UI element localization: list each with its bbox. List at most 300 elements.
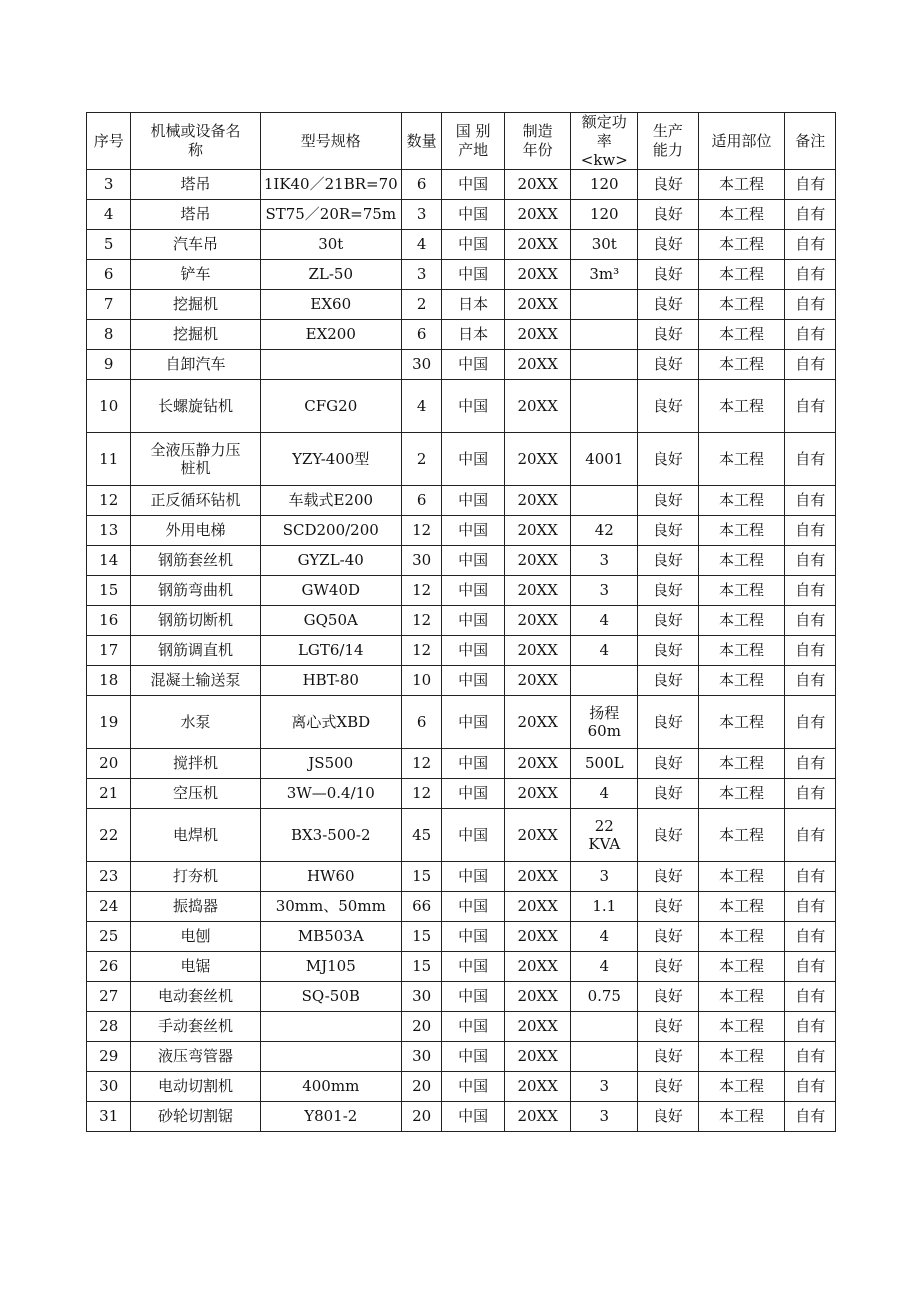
cell-year-text: 20XX (517, 1047, 558, 1066)
cell-quantity-text: 30 (412, 987, 432, 1006)
cell-quantity-text: 30 (412, 551, 432, 570)
cell-remarks-text: 自有 (795, 521, 826, 540)
cell-remarks (785, 230, 836, 260)
table-row (87, 380, 836, 433)
cell-equipment-name (131, 200, 260, 230)
cell-capacity-text: 良好 (652, 1047, 683, 1066)
cell-rated-power (571, 636, 638, 666)
cell-capacity-text: 良好 (652, 581, 683, 600)
cell-remarks-text: 自有 (795, 449, 826, 468)
cell-capacity-text: 良好 (652, 825, 683, 844)
cell-remarks (785, 350, 836, 380)
header-origin (442, 113, 505, 170)
cell-equipment-name (131, 666, 260, 696)
cell-origin-text: 中国 (458, 641, 489, 660)
cell-origin (442, 1072, 505, 1102)
cell-serial-no (87, 1012, 131, 1042)
cell-rated-power-text: 3 (599, 1107, 610, 1126)
header-row (87, 113, 836, 170)
cell-model-spec-text: 1IK40／21BR=70 (263, 175, 398, 194)
cell-rated-power-text: 4 (599, 641, 610, 660)
cell-capacity (638, 486, 699, 516)
cell-serial-no-text: 7 (103, 295, 114, 314)
cell-usage-location (698, 486, 785, 516)
header-model-spec-text: 型号规格 (300, 131, 361, 150)
cell-equipment-name-text: 挖掘机 (173, 295, 219, 314)
cell-year (504, 516, 571, 546)
cell-capacity (638, 749, 699, 779)
cell-remarks (785, 546, 836, 576)
cell-origin-text: 中国 (458, 581, 489, 600)
cell-remarks (785, 606, 836, 636)
cell-year (504, 809, 571, 862)
cell-equipment-name-text: 手动套丝机 (158, 1017, 234, 1036)
cell-year (504, 260, 571, 290)
cell-model-spec-text: BX3-500-2 (290, 825, 371, 844)
cell-year-text: 20XX (517, 325, 558, 344)
cell-quantity-text: 6 (416, 325, 427, 344)
cell-equipment-name-text: 水泵 (180, 712, 211, 731)
header-model-spec (260, 113, 401, 170)
header-origin-text: 国 别 产地 (455, 122, 491, 160)
cell-usage-location-text: 本工程 (719, 325, 765, 344)
cell-remarks (785, 666, 836, 696)
cell-equipment-name (131, 433, 260, 486)
cell-remarks-text: 自有 (795, 671, 826, 690)
cell-origin-text: 中国 (458, 175, 489, 194)
cell-rated-power (571, 576, 638, 606)
cell-serial-no-text: 3 (103, 175, 114, 194)
table-row (87, 982, 836, 1012)
cell-year (504, 892, 571, 922)
header-equipment-name (131, 113, 260, 170)
cell-serial-no (87, 922, 131, 952)
cell-model-spec (260, 230, 401, 260)
cell-model-spec (260, 350, 401, 380)
cell-usage-location-text: 本工程 (719, 396, 765, 415)
cell-year (504, 290, 571, 320)
cell-equipment-name-text: 铲车 (180, 265, 211, 284)
cell-origin (442, 546, 505, 576)
cell-origin-text: 中国 (458, 449, 489, 468)
cell-quantity-text: 6 (416, 712, 427, 731)
cell-serial-no-text: 31 (99, 1107, 119, 1126)
cell-equipment-name-text: 电刨 (180, 927, 211, 946)
cell-rated-power (571, 486, 638, 516)
cell-serial-no (87, 982, 131, 1012)
cell-quantity-text: 12 (412, 521, 432, 540)
cell-usage-location (698, 892, 785, 922)
cell-remarks-text: 自有 (795, 897, 826, 916)
cell-origin (442, 952, 505, 982)
cell-usage-location (698, 516, 785, 546)
cell-usage-location-text: 本工程 (719, 551, 765, 570)
cell-serial-no (87, 170, 131, 200)
cell-origin (442, 666, 505, 696)
cell-quantity-text: 4 (416, 235, 427, 254)
cell-equipment-name (131, 516, 260, 546)
cell-usage-location (698, 200, 785, 230)
cell-rated-power-text: 120 (589, 205, 619, 224)
cell-origin (442, 230, 505, 260)
cell-serial-no-text: 11 (99, 449, 119, 468)
cell-serial-no (87, 1072, 131, 1102)
cell-equipment-name (131, 922, 260, 952)
cell-serial-no-text: 20 (99, 754, 119, 773)
cell-remarks (785, 516, 836, 546)
cell-quantity (401, 636, 441, 666)
cell-year-text: 20XX (517, 205, 558, 224)
cell-origin-text: 中国 (458, 825, 489, 844)
cell-usage-location (698, 606, 785, 636)
cell-serial-no-text: 17 (99, 641, 119, 660)
cell-usage-location-text: 本工程 (719, 671, 765, 690)
cell-origin-text: 中国 (458, 957, 489, 976)
cell-capacity-text: 良好 (652, 897, 683, 916)
header-quantity-text: 数量 (406, 131, 437, 150)
table-row (87, 952, 836, 982)
cell-quantity (401, 862, 441, 892)
cell-capacity-text: 良好 (652, 396, 683, 415)
cell-rated-power (571, 320, 638, 350)
cell-origin-text: 中国 (458, 712, 489, 731)
cell-serial-no-text: 13 (99, 521, 119, 540)
cell-capacity-text: 良好 (652, 712, 683, 731)
cell-origin (442, 749, 505, 779)
cell-rated-power (571, 546, 638, 576)
table-row (87, 892, 836, 922)
cell-quantity (401, 666, 441, 696)
table-row (87, 320, 836, 350)
cell-remarks (785, 260, 836, 290)
cell-capacity (638, 260, 699, 290)
cell-quantity (401, 380, 441, 433)
cell-origin-text: 中国 (458, 611, 489, 630)
cell-remarks (785, 696, 836, 749)
cell-rated-power (571, 1042, 638, 1072)
cell-remarks (785, 1012, 836, 1042)
cell-quantity (401, 779, 441, 809)
cell-serial-no-text: 4 (103, 205, 114, 224)
cell-rated-power (571, 1102, 638, 1132)
cell-origin (442, 516, 505, 546)
cell-model-spec-text: Y801-2 (304, 1107, 358, 1126)
cell-capacity-text: 良好 (652, 867, 683, 886)
cell-capacity (638, 779, 699, 809)
cell-usage-location (698, 982, 785, 1012)
cell-remarks-text: 自有 (795, 987, 826, 1006)
cell-serial-no (87, 892, 131, 922)
table-row (87, 1072, 836, 1102)
cell-year-text: 20XX (517, 235, 558, 254)
cell-capacity-text: 良好 (652, 265, 683, 284)
cell-usage-location-text: 本工程 (719, 754, 765, 773)
cell-usage-location-text: 本工程 (719, 355, 765, 374)
cell-year-text: 20XX (517, 355, 558, 374)
cell-remarks-text: 自有 (795, 1077, 826, 1096)
cell-model-spec (260, 170, 401, 200)
cell-capacity (638, 606, 699, 636)
cell-model-spec-text: ZL-50 (308, 265, 354, 284)
cell-origin (442, 260, 505, 290)
cell-serial-no-text: 24 (99, 897, 119, 916)
cell-usage-location-text: 本工程 (719, 521, 765, 540)
cell-model-spec (260, 260, 401, 290)
cell-quantity-text: 30 (412, 1047, 432, 1066)
cell-rated-power (571, 290, 638, 320)
cell-capacity-text: 良好 (652, 927, 683, 946)
cell-model-spec (260, 982, 401, 1012)
cell-equipment-name (131, 230, 260, 260)
cell-model-spec-text: GW40D (301, 581, 361, 600)
cell-serial-no-text: 18 (99, 671, 119, 690)
cell-usage-location-text: 本工程 (719, 825, 765, 844)
cell-usage-location (698, 230, 785, 260)
cell-quantity-text: 12 (412, 641, 432, 660)
cell-usage-location (698, 1072, 785, 1102)
cell-origin-text: 中国 (458, 1107, 489, 1126)
cell-capacity (638, 636, 699, 666)
cell-equipment-name-text: 电焊机 (173, 825, 219, 844)
cell-usage-location (698, 1102, 785, 1132)
cell-remarks (785, 636, 836, 666)
table-row (87, 200, 836, 230)
cell-rated-power (571, 809, 638, 862)
cell-usage-location (698, 922, 785, 952)
cell-origin-text: 中国 (458, 396, 489, 415)
cell-quantity (401, 922, 441, 952)
cell-equipment-name (131, 779, 260, 809)
cell-model-spec (260, 433, 401, 486)
cell-year-text: 20XX (517, 396, 558, 415)
cell-quantity-text: 3 (416, 205, 427, 224)
cell-quantity (401, 516, 441, 546)
cell-rated-power-text: 4 (599, 927, 610, 946)
cell-origin-text: 中国 (458, 927, 489, 946)
cell-rated-power-text: 3 (599, 867, 610, 886)
cell-rated-power (571, 230, 638, 260)
cell-remarks-text: 自有 (795, 825, 826, 844)
cell-year (504, 546, 571, 576)
cell-quantity-text: 15 (412, 867, 432, 886)
cell-origin-text: 中国 (458, 784, 489, 803)
cell-remarks (785, 433, 836, 486)
cell-capacity-text: 良好 (652, 784, 683, 803)
cell-model-spec-text: GQ50A (303, 611, 358, 630)
cell-equipment-name-text: 钢筋调直机 (158, 641, 234, 660)
cell-quantity (401, 433, 441, 486)
header-remarks (785, 113, 836, 170)
header-equipment-name-text: 机械或设备名 称 (150, 122, 241, 160)
cell-usage-location-text: 本工程 (719, 205, 765, 224)
header-remarks-text: 备注 (795, 131, 826, 150)
cell-rated-power (571, 516, 638, 546)
cell-serial-no-text: 29 (99, 1047, 119, 1066)
cell-origin (442, 1042, 505, 1072)
cell-rated-power (571, 952, 638, 982)
cell-model-spec-text: GYZL-40 (297, 551, 364, 570)
cell-capacity-text: 良好 (652, 671, 683, 690)
cell-origin (442, 892, 505, 922)
cell-equipment-name-text: 搅拌机 (173, 754, 219, 773)
table-row (87, 1102, 836, 1132)
cell-rated-power (571, 606, 638, 636)
cell-usage-location (698, 380, 785, 433)
cell-serial-no-text: 30 (99, 1077, 119, 1096)
cell-capacity (638, 1072, 699, 1102)
header-serial-no (87, 113, 131, 170)
cell-equipment-name-text: 自卸汽车 (165, 355, 226, 374)
cell-usage-location (698, 433, 785, 486)
cell-capacity (638, 862, 699, 892)
cell-serial-no (87, 862, 131, 892)
cell-usage-location (698, 696, 785, 749)
cell-model-spec (260, 200, 401, 230)
cell-model-spec (260, 862, 401, 892)
cell-year (504, 1102, 571, 1132)
cell-capacity (638, 1012, 699, 1042)
cell-quantity (401, 546, 441, 576)
cell-equipment-name-text: 液压弯管器 (158, 1047, 234, 1066)
cell-capacity-text: 良好 (652, 754, 683, 773)
cell-remarks-text: 自有 (795, 355, 826, 374)
cell-quantity-text: 20 (412, 1017, 432, 1036)
cell-serial-no (87, 779, 131, 809)
cell-equipment-name-text: 钢筋弯曲机 (158, 581, 234, 600)
table-row (87, 546, 836, 576)
cell-year (504, 606, 571, 636)
cell-serial-no (87, 809, 131, 862)
cell-quantity (401, 1072, 441, 1102)
cell-year-text: 20XX (517, 1017, 558, 1036)
cell-model-spec (260, 606, 401, 636)
cell-year (504, 230, 571, 260)
cell-remarks-text: 自有 (795, 295, 826, 314)
cell-model-spec-text: EX200 (305, 325, 356, 344)
cell-quantity (401, 606, 441, 636)
cell-origin-text: 中国 (458, 521, 489, 540)
cell-usage-location-text: 本工程 (719, 641, 765, 660)
table-row (87, 666, 836, 696)
cell-origin (442, 380, 505, 433)
cell-origin (442, 486, 505, 516)
cell-capacity (638, 546, 699, 576)
cell-usage-location-text: 本工程 (719, 987, 765, 1006)
cell-equipment-name-text: 挖掘机 (173, 325, 219, 344)
cell-usage-location (698, 260, 785, 290)
cell-usage-location (698, 320, 785, 350)
cell-model-spec (260, 1072, 401, 1102)
cell-year-text: 20XX (517, 825, 558, 844)
cell-model-spec-text: 30mm、50mm (275, 897, 386, 916)
cell-remarks-text: 自有 (795, 927, 826, 946)
cell-quantity (401, 170, 441, 200)
cell-equipment-name-text: 空压机 (173, 784, 219, 803)
cell-usage-location-text: 本工程 (719, 957, 765, 976)
cell-serial-no (87, 606, 131, 636)
cell-remarks (785, 576, 836, 606)
cell-year-text: 20XX (517, 551, 558, 570)
cell-usage-location-text: 本工程 (719, 1017, 765, 1036)
cell-origin-text: 中国 (458, 205, 489, 224)
cell-capacity-text: 良好 (652, 325, 683, 344)
cell-model-spec-text: 离心式XBD (291, 712, 371, 731)
cell-model-spec-text: LGT6/14 (297, 641, 364, 660)
cell-capacity-text: 良好 (652, 1017, 683, 1036)
cell-serial-no-text: 22 (99, 825, 119, 844)
cell-model-spec-text: YZY-400型 (292, 449, 370, 468)
cell-model-spec (260, 1012, 401, 1042)
cell-remarks-text: 自有 (795, 867, 826, 886)
cell-origin (442, 1012, 505, 1042)
cell-remarks (785, 982, 836, 1012)
cell-remarks-text: 自有 (795, 1047, 826, 1066)
header-usage-location-text: 适用部位 (711, 131, 772, 150)
table-row (87, 749, 836, 779)
cell-model-spec-text: SCD200/200 (282, 521, 379, 540)
cell-usage-location (698, 1012, 785, 1042)
cell-serial-no-text: 27 (99, 987, 119, 1006)
cell-quantity-text: 15 (412, 957, 432, 976)
cell-usage-location-text: 本工程 (719, 491, 765, 510)
cell-equipment-name (131, 749, 260, 779)
cell-usage-location-text: 本工程 (719, 784, 765, 803)
cell-serial-no (87, 380, 131, 433)
cell-capacity (638, 1102, 699, 1132)
cell-remarks (785, 1042, 836, 1072)
table-row (87, 862, 836, 892)
cell-rated-power-text: 120 (589, 175, 619, 194)
cell-year-text: 20XX (517, 449, 558, 468)
cell-capacity-text: 良好 (652, 551, 683, 570)
cell-capacity-text: 良好 (652, 491, 683, 510)
cell-usage-location-text: 本工程 (719, 712, 765, 731)
cell-serial-no (87, 486, 131, 516)
cell-serial-no-text: 5 (103, 235, 114, 254)
cell-capacity-text: 良好 (652, 235, 683, 254)
cell-origin (442, 779, 505, 809)
cell-equipment-name (131, 696, 260, 749)
cell-serial-no-text: 6 (103, 265, 114, 284)
cell-serial-no (87, 200, 131, 230)
cell-usage-location (698, 350, 785, 380)
cell-serial-no (87, 1042, 131, 1072)
cell-remarks-text: 自有 (795, 611, 826, 630)
cell-usage-location (698, 666, 785, 696)
cell-quantity-text: 6 (416, 491, 427, 510)
cell-serial-no (87, 1102, 131, 1132)
cell-serial-no (87, 546, 131, 576)
cell-usage-location-text: 本工程 (719, 449, 765, 468)
cell-remarks-text: 自有 (795, 396, 826, 415)
cell-year (504, 433, 571, 486)
cell-origin (442, 982, 505, 1012)
cell-remarks (785, 749, 836, 779)
cell-remarks-text: 自有 (795, 551, 826, 570)
cell-equipment-name-text: 塔吊 (180, 205, 211, 224)
cell-capacity (638, 380, 699, 433)
cell-origin-text: 中国 (458, 867, 489, 886)
cell-rated-power-text: 22 KVA (588, 816, 621, 854)
table-row (87, 1012, 836, 1042)
cell-quantity-text: 12 (412, 611, 432, 630)
header-rated-power-text: 额定功 率<kw> (580, 113, 628, 169)
cell-year-text: 20XX (517, 784, 558, 803)
cell-usage-location-text: 本工程 (719, 295, 765, 314)
table-row (87, 290, 836, 320)
cell-year (504, 922, 571, 952)
cell-quantity-text: 20 (412, 1107, 432, 1126)
